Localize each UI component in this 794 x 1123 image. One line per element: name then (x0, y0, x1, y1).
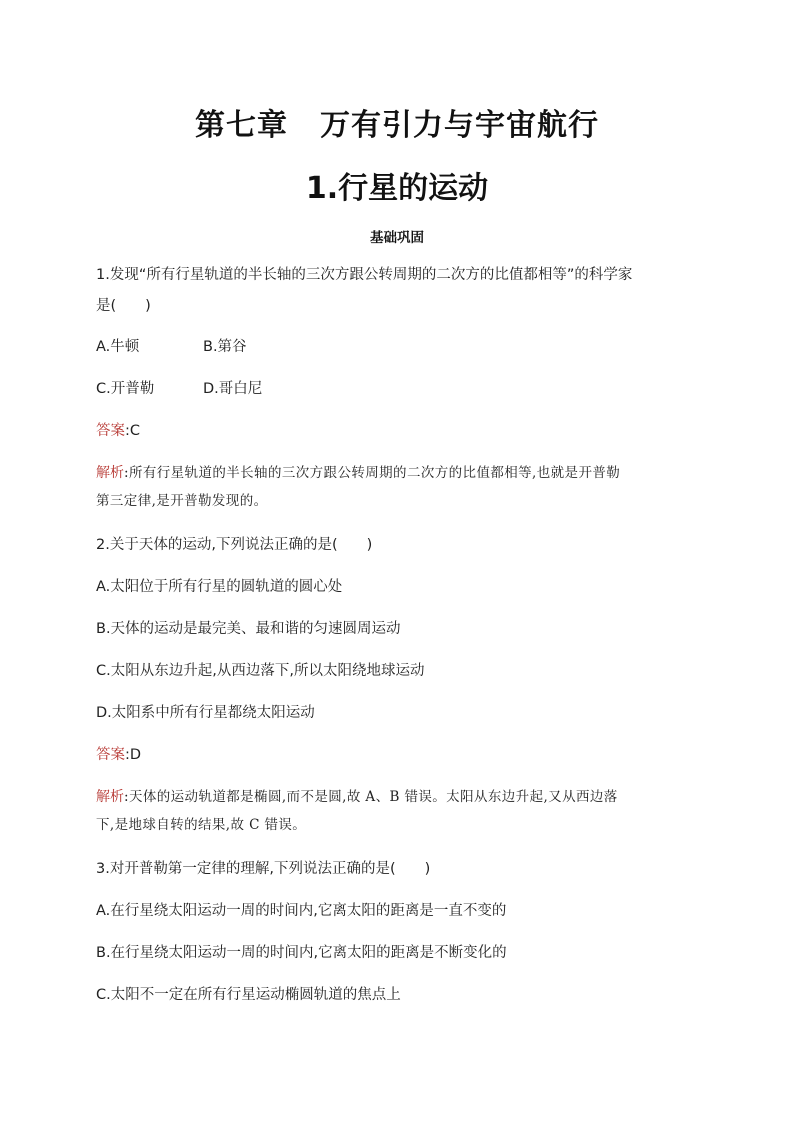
answer-value: :D (125, 747, 142, 763)
explanation-label: 解析 (96, 465, 124, 481)
explanation-text: :天体的运动轨道都是椭圆,而不是圆,故 A、B 错误。太阳从东边升起,又从西边落 (124, 789, 618, 805)
question-2-explanation-line-1 (96, 788, 618, 806)
explanation-label: 解析 (96, 789, 124, 805)
question-2-option-d: D.太阳系中所有行星都绕太阳运动 (96, 705, 315, 721)
question-2-answer (96, 746, 141, 764)
question-3-option-b: B.在行星绕太阳运动一周的时间内,它离太阳的距离是不断变化的 (96, 945, 507, 961)
explanation-text: :所有行星轨道的半长轴的三次方跟公转周期的二次方的比值都相等,也就是开普勒 (124, 465, 621, 481)
question-3-stem: 3.对开普勒第一定律的理解,下列说法正确的是( ) (96, 861, 431, 877)
chapter-number: 第七章 (195, 108, 288, 143)
question-2-explanation-line-2: 下,是地球自转的结果,故 C 错误。 (96, 817, 307, 833)
chapter-title (0, 100, 794, 144)
question-1-explanation-line-1 (96, 464, 620, 482)
section-heading: 基础巩固 (370, 230, 424, 246)
question-1-stem-line-2: 是( ) (96, 298, 151, 314)
question-1-stem-line-1: 1.发现“所有行星轨道的半长轴的三次方跟公转周期的二次方的比值都相等”的科学家 (96, 267, 633, 283)
question-1-option-b: B.第谷 (203, 339, 247, 355)
question-1-explanation-line-2: 第三定律,是开普勒发现的。 (96, 493, 268, 509)
lesson-title: 1.行星的运动 (305, 171, 489, 206)
question-1-option-c: C.开普勒 (96, 381, 155, 397)
question-3-option-c: C.太阳不一定在所有行星运动椭圆轨道的焦点上 (96, 987, 401, 1003)
question-2-option-b: B.天体的运动是最完美、最和谐的匀速圆周运动 (96, 621, 401, 637)
question-2-option-a: A.太阳位于所有行星的圆轨道的圆心处 (96, 579, 343, 595)
question-2-stem: 2.关于天体的运动,下列说法正确的是( ) (96, 537, 373, 553)
answer-label: 答案 (96, 423, 125, 439)
question-1-option-d: D.哥白尼 (203, 381, 263, 397)
answer-label: 答案 (96, 747, 125, 763)
question-1-option-a: A.牛顿 (96, 339, 140, 355)
question-1-answer (96, 422, 140, 440)
question-3-option-a: A.在行星绕太阳运动一周的时间内,它离太阳的距离是一直不变的 (96, 903, 507, 919)
answer-value: :C (125, 423, 141, 439)
question-2-option-c: C.太阳从东边升起,从西边落下,所以太阳绕地球运动 (96, 663, 425, 679)
chapter-name: 万有引力与宇宙航行 (320, 108, 599, 143)
